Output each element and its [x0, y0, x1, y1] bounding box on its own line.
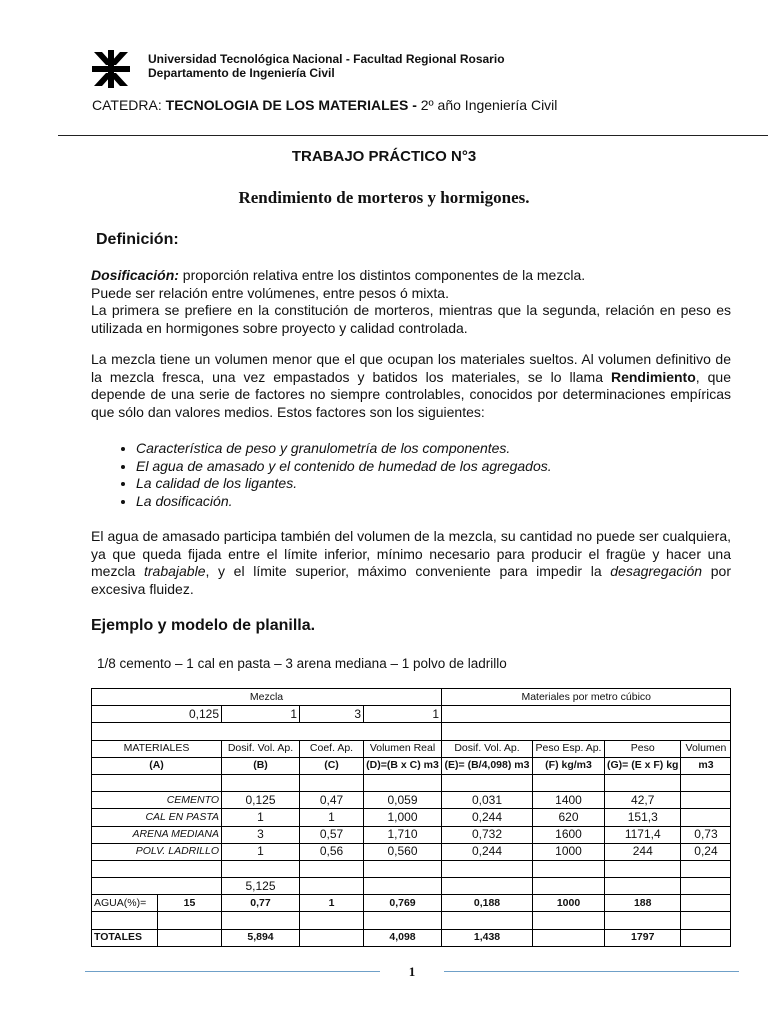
- table-cell: 0,244: [442, 843, 533, 860]
- table-cell: 0,57: [300, 826, 364, 843]
- table-cell: 0,732: [442, 826, 533, 843]
- materiales-header: Materiales por metro cúbico: [442, 689, 731, 706]
- table-row: [92, 843, 731, 860]
- table-cell: 1: [222, 843, 300, 860]
- footer-rule-right: [444, 971, 739, 972]
- institution-header: [148, 52, 505, 80]
- table-cell: 4,098: [364, 929, 442, 946]
- list-item: • Característica de peso y granulometría de los componentes.: [136, 440, 552, 458]
- column-subheader: (D)=(B x C) m3: [364, 757, 442, 774]
- totales-label: TOTALES: [92, 929, 158, 946]
- list-item: • El agua de amasado y el contenido de humedad de los agregados.: [136, 458, 552, 476]
- mezcla-value: 3: [300, 706, 364, 723]
- column-header: Peso Esp. Ap.: [533, 740, 605, 757]
- table-cell: 0,56: [300, 843, 364, 860]
- utn-logo: [92, 50, 130, 88]
- page-title: TRABAJO PRÁCTICO N°3: [291, 148, 477, 165]
- table-cell: 1600: [533, 826, 605, 843]
- table-cell: [681, 809, 731, 826]
- table-cell: 0,73: [681, 826, 731, 843]
- agua-paragraph: [91, 528, 731, 598]
- definition-paragraph: [91, 267, 731, 337]
- subtotal-cell: 5,125: [222, 878, 300, 895]
- table-cell: 1400: [533, 792, 605, 809]
- catedra-name: TECNOLOGIA DE LOS MATERIALES -: [165, 97, 417, 113]
- column-subheader: (B): [222, 757, 300, 774]
- table-cell: 188: [605, 895, 681, 912]
- table-row: [92, 774, 731, 791]
- table-row: [92, 792, 731, 809]
- table-cell: 0,188: [442, 895, 533, 912]
- table-cell: 1797: [605, 929, 681, 946]
- column-header: Volumen Real: [364, 740, 442, 757]
- mezcla-header: Mezcla: [92, 689, 442, 706]
- column-header: MATERIALES: [92, 740, 222, 757]
- agua-text-2: , y el límite superior, máximo conveniente para impedir la: [205, 563, 611, 579]
- table-cell: 1,000: [364, 809, 442, 826]
- table-cell: 0,560: [364, 843, 442, 860]
- table-row: [92, 740, 731, 757]
- column-header: Peso: [605, 740, 681, 757]
- rendimiento-text-after: , que depende de una serie de factores no siempre controlables, conocidos por determinaciones empíricas que sólo dan valores medios. Estos factores son los siguientes:: [91, 368, 731, 420]
- catedra-label: CATEDRA:: [92, 97, 166, 113]
- definition-line3: La primera se prefiere en la constitución de morteros, mientras que la segunda, relación en peso es utilizada en hormigones sobre proyecto y calidad controlada.: [91, 302, 731, 336]
- table-row: [92, 809, 731, 826]
- table-row: [92, 860, 731, 877]
- table-cell: 1000: [533, 895, 605, 912]
- page-number: 1: [408, 964, 416, 979]
- definition-line2: Puede ser relación entre volúmenes, entre pesos ó mixta.: [91, 284, 449, 301]
- example-heading: Ejemplo y modelo de planilla.: [91, 617, 316, 634]
- table-row: [92, 929, 731, 946]
- column-header: Coef. Ap.: [300, 740, 364, 757]
- table-cell: 1171,4: [605, 826, 681, 843]
- rendimiento-paragraph: [91, 351, 731, 421]
- table-cell: 3: [222, 826, 300, 843]
- table-cell: 0,059: [364, 792, 442, 809]
- column-subheader: (A): [92, 757, 222, 774]
- university-name: Universidad Tecnológica Nacional - Facultad Regional Rosario: [148, 52, 505, 66]
- list-item: • La dosificación.: [136, 493, 552, 511]
- table-cell: 0,031: [442, 792, 533, 809]
- table-row: [92, 912, 731, 929]
- table-cell: 0,244: [442, 809, 533, 826]
- table-cell: 1,438: [442, 929, 533, 946]
- agua-text-1: El agua de amasado participa también del volumen de la mezcla, su cantidad no puede ser cualquiera, ya que queda fijada entre el límite inferior, mínimo necesario para producir el fragüe y hacer una mezcla: [91, 528, 731, 579]
- page-subtitle: Rendimiento de morteros y hormigones.: [238, 188, 530, 207]
- table-cell: 0,769: [364, 895, 442, 912]
- table-row: [92, 757, 731, 774]
- material-name: CEMENTO: [92, 792, 222, 809]
- table-cell: 5,894: [222, 929, 300, 946]
- column-header: Dosif. Vol. Ap.: [442, 740, 533, 757]
- material-name: ARENA MEDIANA: [92, 826, 222, 843]
- list-item: • La calidad de los ligantes.: [136, 475, 552, 493]
- material-name: POLV. LADRILLO: [92, 843, 222, 860]
- table-row: [92, 895, 731, 912]
- table-cell: 151,3: [605, 809, 681, 826]
- catedra-year: 2º año Ingeniería Civil: [416, 97, 558, 113]
- dosificacion-text: proporción relativa entre los distintos componentes de la mezcla.: [178, 267, 586, 283]
- table-cell: 620: [533, 809, 605, 826]
- trabajable-term: trabajable: [144, 563, 206, 579]
- footer-rule-left: [85, 971, 380, 972]
- table-cell: 0,47: [300, 792, 364, 809]
- table-row: [92, 706, 731, 723]
- mezcla-value: 0,125: [92, 706, 222, 723]
- column-header: Volumen: [681, 740, 731, 757]
- table-cell: 0,77: [222, 895, 300, 912]
- department-name: Departamento de Ingeniería Civil: [148, 66, 335, 80]
- agua-label: AGUA(%)=: [92, 895, 158, 912]
- table-cell: 1,710: [364, 826, 442, 843]
- table-cell: 1000: [533, 843, 605, 860]
- agua-text-3: por excesiva fluidez.: [91, 563, 731, 597]
- rendimiento-text-before: La mezcla tiene un volumen menor que el que ocupan los materiales sueltos. Al volumen definitivo de la mezcla fresca, una vez empastados y batidos los materiales, se lo llama: [91, 351, 731, 385]
- table-cell: 1: [300, 809, 364, 826]
- agua-percent: 15: [158, 895, 222, 912]
- mezcla-value: 1: [364, 706, 442, 723]
- table-cell: 1: [300, 895, 364, 912]
- column-subheader: (F) kg/m3: [533, 757, 605, 774]
- catedra-line: [92, 97, 557, 113]
- definition-heading: Definición:: [96, 231, 179, 248]
- table-cell: 0,125: [222, 792, 300, 809]
- column-subheader: (C): [300, 757, 364, 774]
- factors-list: [112, 440, 552, 510]
- table-row: [92, 689, 731, 706]
- material-name: CAL EN PASTA: [92, 809, 222, 826]
- header-divider: [58, 135, 768, 136]
- mezcla-value: 1: [222, 706, 300, 723]
- table-cell: 244: [605, 843, 681, 860]
- column-subheader: m3: [681, 757, 731, 774]
- table-cell: 42,7: [605, 792, 681, 809]
- table-cell: [681, 792, 731, 809]
- dosificacion-term: Dosificación:: [91, 267, 179, 283]
- table-row: [92, 826, 731, 843]
- table-row: [92, 723, 731, 740]
- column-subheader: (E)= (B/4,098) m3: [442, 757, 533, 774]
- desagregacion-term: desagregación: [610, 563, 703, 579]
- column-subheader: (G)= (E x F) kg: [605, 757, 681, 774]
- table-row: [92, 878, 731, 895]
- column-header: Dosif. Vol. Ap.: [222, 740, 300, 757]
- table-cell: 1: [222, 809, 300, 826]
- table-cell: 0,24: [681, 843, 731, 860]
- mix-proportion: 1/8 cemento – 1 cal en pasta – 3 arena mediana – 1 polvo de ladrillo: [97, 656, 507, 671]
- rendimiento-term: Rendimiento: [610, 368, 696, 385]
- calculation-table: [91, 688, 731, 947]
